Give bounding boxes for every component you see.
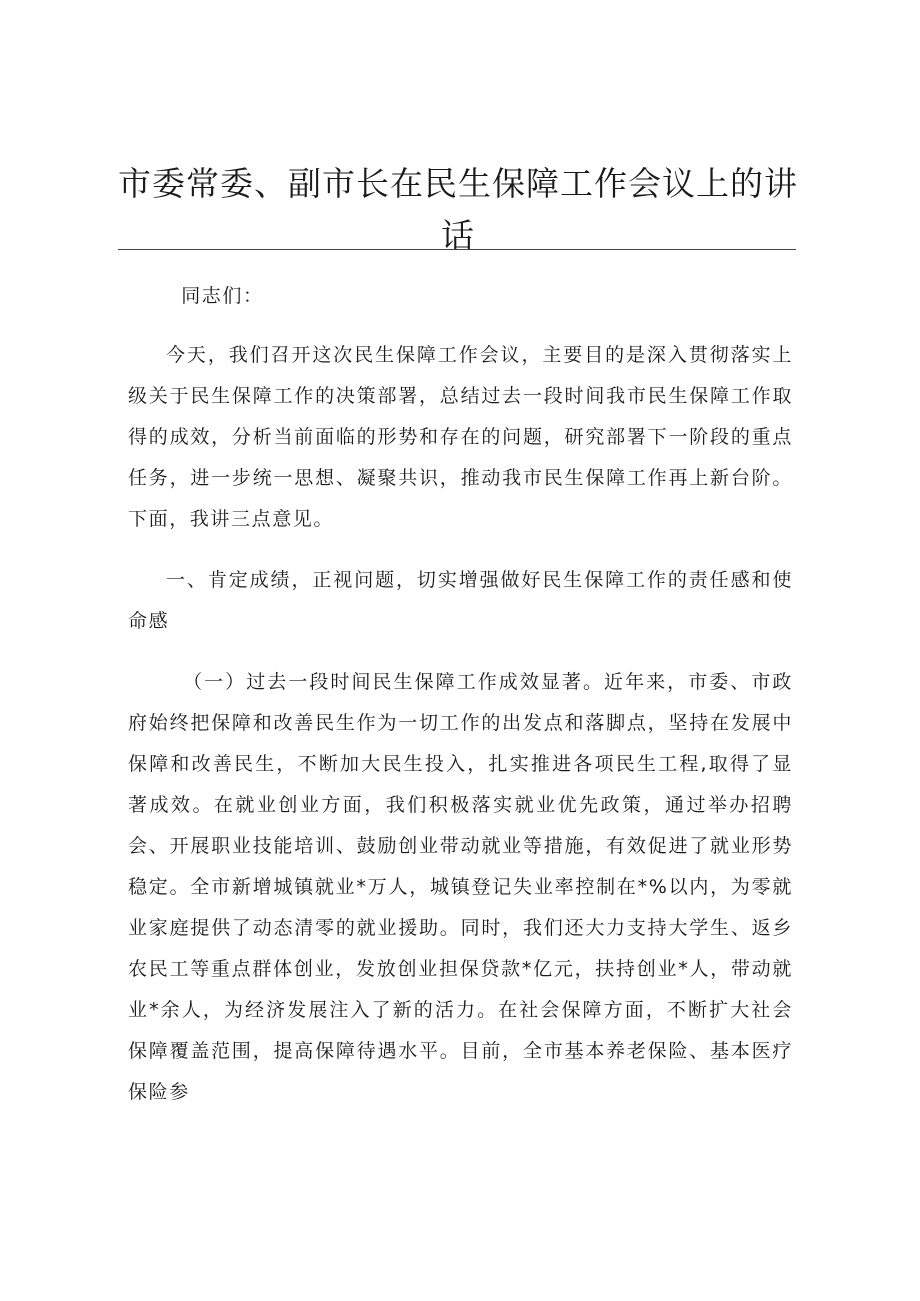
greeting-line: 同志们： [181,285,264,307]
title-line-2: 话 [441,216,475,255]
document-body [128,276,793,1133]
title-block [118,158,798,262]
title-underline-divider [118,249,796,250]
intro-paragraph: 今天，我们召开这次民生保障工作会议，主要目的是深入贯彻落实上级关于民生保障工作的决策部署，总结过去一段时间我市民生保障工作取得的成效，分析当前面临的形势和存在的问题，研究部署下一阶段的重点任务，进一步统一思想、凝聚共识，推动我市民生保障工作再上新台阶。下面，我讲三点意见。 [128,344,793,530]
title-line-1: 市委常委、副市长在民生保障工作会议上的讲 [118,164,798,203]
section-heading-1: 一、肯定成绩，正视问题，切实增强做好民生保障工作的责任感和使命感 [128,569,793,632]
subsection-paragraph-1: （一）过去一段时间民生保障工作成效显著。近年来，市委、市政府始终把保障和改善民生作为一切工作的出发点和落脚点，坚持在发展中保障和改善民生，不断加大民生投入，扎实推进各项民生工程,取得了显著成效。在就业创业方面，我们积极落实就业优先政策，通过举办招聘会、开展职业技能培训、鼓励创业带动就业等措施，有效促进了就业形势稳定。全市新增城镇就业*万人，城镇登记失业率控制在*%以内，为零就业家庭提供了动态清零的就业援助。同时，我们还大力支持大学生、返乡农民工等重点群体创业，发放创业担保贷款*亿元，扶持创业*人，带动就业*余人，为经济发展注入了新的活力。在社会保障方面，不断扩大社会保障覆盖范围，提高保障待遇水平。目前，全市基本养老保险、基本医疗保险参 [128,671,793,1103]
document-title [118,158,798,262]
